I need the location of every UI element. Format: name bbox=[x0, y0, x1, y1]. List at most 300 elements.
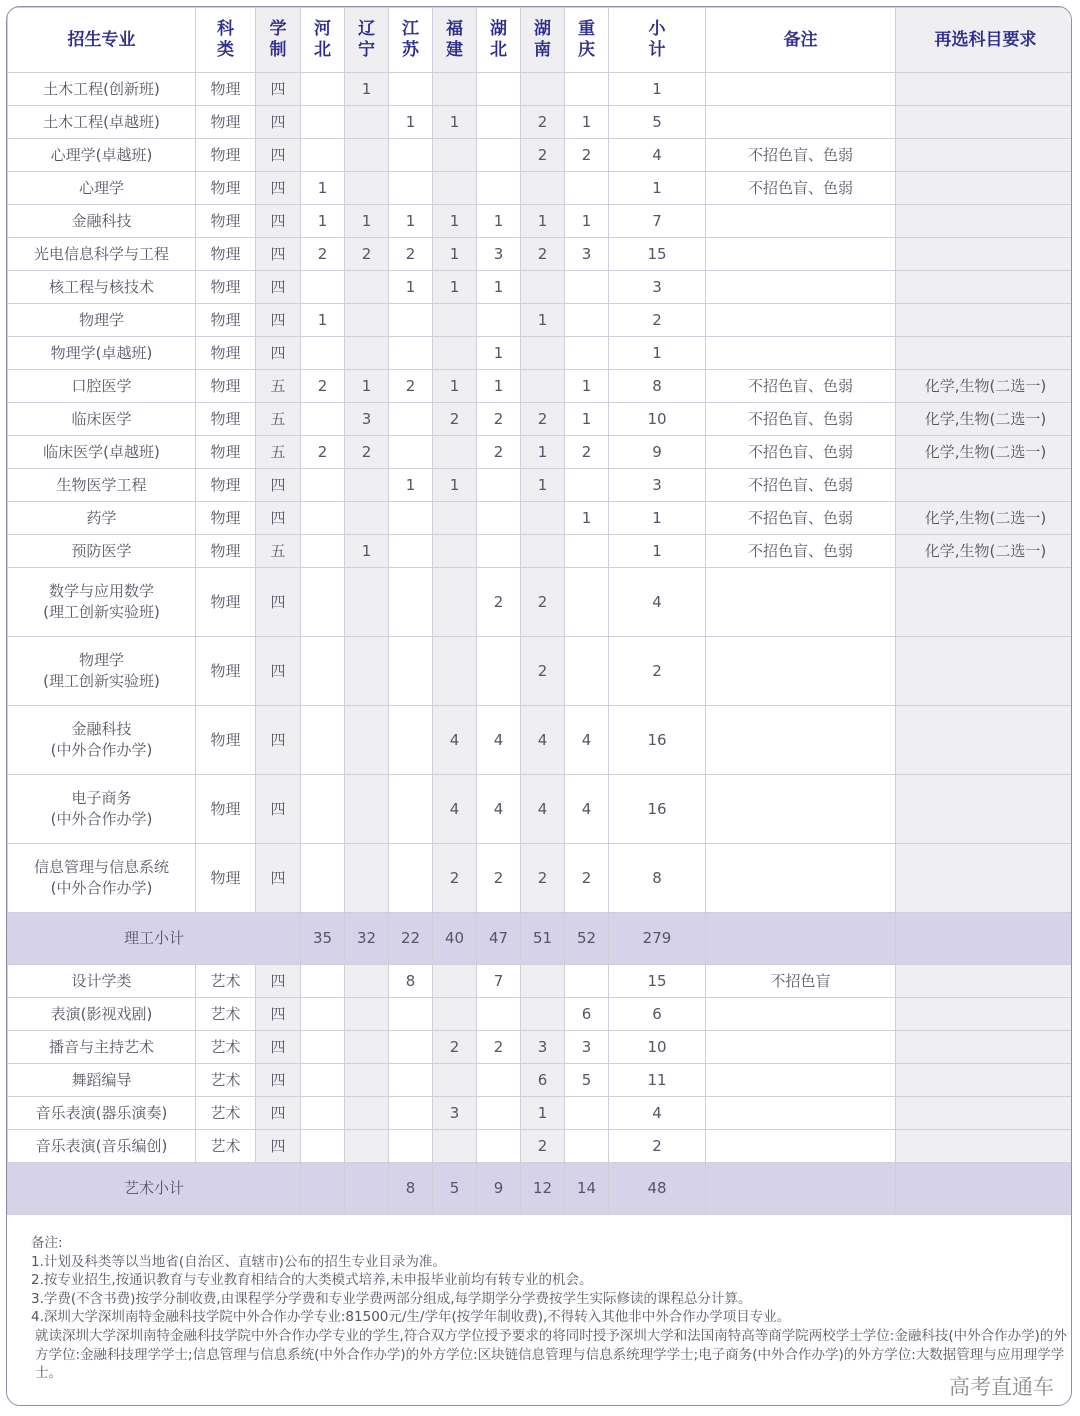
major-cell bbox=[8, 469, 196, 502]
major-name-line: 口腔医学 bbox=[71, 376, 132, 395]
quota-cell bbox=[565, 337, 609, 370]
quota-cell bbox=[301, 1031, 345, 1064]
major-cell bbox=[8, 271, 196, 304]
subject-requirement-cell bbox=[896, 706, 1073, 775]
note-item: 2.按专业招生,按通识教育与专业教育相结合的大类模式培养,未申报毕业前均有转专业的机会。 bbox=[31, 1272, 593, 1289]
table-row bbox=[8, 998, 1073, 1031]
remarks-cell: 不招色盲、色弱 bbox=[706, 502, 896, 535]
quota-cell bbox=[301, 535, 345, 568]
remarks-cell: 不招色盲、色弱 bbox=[706, 172, 896, 205]
quota-cell: 2 bbox=[433, 403, 477, 436]
quota-cell bbox=[477, 1097, 521, 1130]
table-row bbox=[8, 271, 1073, 304]
remarks-cell bbox=[706, 1097, 896, 1130]
table-row bbox=[8, 706, 1073, 775]
quota-cell: 1 bbox=[345, 205, 389, 238]
major-name-line: 物理学 bbox=[78, 651, 124, 669]
quota-cell: 3 bbox=[345, 403, 389, 436]
quota-cell bbox=[301, 403, 345, 436]
remarks-cell bbox=[706, 106, 896, 139]
major-name-line: 信息管理与信息系统 bbox=[33, 858, 169, 876]
quota-cell bbox=[389, 1130, 433, 1163]
table-row bbox=[8, 73, 1073, 106]
header-subject-requirement: 再选科目要求 bbox=[896, 8, 1073, 73]
major-cell bbox=[8, 370, 196, 403]
subtotal-cell: 7 bbox=[609, 205, 706, 238]
remarks-cell bbox=[706, 238, 896, 271]
remarks-cell bbox=[706, 998, 896, 1031]
quota-cell: 6 bbox=[521, 1064, 565, 1097]
major-name-line: 生物医学工程 bbox=[56, 475, 147, 494]
quota-cell bbox=[345, 965, 389, 998]
category-cell: 物理 bbox=[196, 337, 256, 370]
remarks-cell: 不招色盲、色弱 bbox=[706, 436, 896, 469]
quota-cell: 2 bbox=[565, 436, 609, 469]
table-row bbox=[8, 238, 1073, 271]
category-cell: 物理 bbox=[196, 436, 256, 469]
quota-cell: 1 bbox=[565, 403, 609, 436]
subtotal-cell: 2 bbox=[609, 637, 706, 706]
major-cell bbox=[8, 844, 196, 913]
subtotal-total-cell: 279 bbox=[609, 913, 706, 965]
header-major: 招生专业 bbox=[8, 8, 196, 73]
subtotal-quota-cell: 32 bbox=[345, 913, 389, 965]
quota-cell: 2 bbox=[477, 1031, 521, 1064]
duration-cell: 四 bbox=[256, 304, 301, 337]
subject-requirement-cell bbox=[896, 73, 1073, 106]
header-province: 湖 北 bbox=[477, 8, 521, 73]
quota-cell: 2 bbox=[521, 106, 565, 139]
category-cell: 物理 bbox=[196, 502, 256, 535]
quota-cell bbox=[477, 502, 521, 535]
quota-cell bbox=[389, 706, 433, 775]
quota-cell bbox=[345, 1097, 389, 1130]
duration-cell: 四 bbox=[256, 568, 301, 637]
quota-cell bbox=[565, 271, 609, 304]
header-province: 福 建 bbox=[433, 8, 477, 73]
major-name-line: (中外合作办学) bbox=[50, 810, 153, 828]
major-cell bbox=[8, 304, 196, 337]
subject-requirement-cell: 化学,生物(二选一) bbox=[896, 436, 1073, 469]
subtotal-quota-cell: 22 bbox=[389, 913, 433, 965]
table-row bbox=[8, 1097, 1073, 1130]
subject-requirement-cell bbox=[896, 1064, 1073, 1097]
notes-section bbox=[31, 1234, 1071, 1383]
quota-cell bbox=[477, 998, 521, 1031]
quota-cell bbox=[345, 844, 389, 913]
quota-cell: 2 bbox=[521, 568, 565, 637]
category-cell: 物理 bbox=[196, 568, 256, 637]
quota-cell: 1 bbox=[389, 271, 433, 304]
duration-cell: 四 bbox=[256, 271, 301, 304]
major-cell bbox=[8, 998, 196, 1031]
major-name-line: 核工程与核技术 bbox=[48, 277, 154, 296]
quota-cell bbox=[565, 172, 609, 205]
quota-cell: 2 bbox=[477, 568, 521, 637]
duration-cell: 四 bbox=[256, 844, 301, 913]
quota-cell: 1 bbox=[477, 337, 521, 370]
duration-cell: 四 bbox=[256, 73, 301, 106]
major-name-line: 土木工程(卓越班) bbox=[43, 112, 160, 131]
subject-requirement-cell bbox=[896, 469, 1073, 502]
major-cell bbox=[8, 172, 196, 205]
subject-requirement-cell bbox=[896, 205, 1073, 238]
quota-cell bbox=[389, 502, 433, 535]
subtotal-cell: 8 bbox=[609, 370, 706, 403]
duration-cell: 五 bbox=[256, 535, 301, 568]
quota-cell: 2 bbox=[345, 436, 389, 469]
table-row bbox=[8, 637, 1073, 706]
quota-cell bbox=[477, 304, 521, 337]
quota-cell bbox=[345, 637, 389, 706]
duration-cell: 四 bbox=[256, 337, 301, 370]
duration-cell: 五 bbox=[256, 403, 301, 436]
subtotal-cell: 6 bbox=[609, 998, 706, 1031]
quota-cell: 1 bbox=[389, 205, 433, 238]
subtotal-cell: 1 bbox=[609, 535, 706, 568]
quota-cell bbox=[565, 73, 609, 106]
subtotal-cell: 16 bbox=[609, 706, 706, 775]
subtotal-cell: 11 bbox=[609, 1064, 706, 1097]
major-cell bbox=[8, 775, 196, 844]
major-name-line: 音乐表演(器乐演奏) bbox=[35, 1103, 168, 1122]
subtotal-row bbox=[8, 913, 1073, 965]
table-row bbox=[8, 535, 1073, 568]
major-cell bbox=[8, 637, 196, 706]
quota-cell: 2 bbox=[521, 403, 565, 436]
category-cell: 物理 bbox=[196, 205, 256, 238]
note-item-detail: 就读深圳大学深圳南特金融科技学院中外合作办学专业的学生,符合双方学位授予要求的将同时授予深圳大学和法国南特高等商学院两校学士学位:金融科技(中外合作办学)的外方学位:金融科技理学学士;信息管理与信息系统(中外合作办学)的外方学位:区块链信息管理与信息系统理学学士;电子商务(中外合作办学)的外方学位:大数据管理与应用理学学士。 bbox=[35, 1327, 1067, 1382]
quota-cell bbox=[521, 370, 565, 403]
duration-cell: 五 bbox=[256, 370, 301, 403]
quota-cell: 4 bbox=[433, 706, 477, 775]
quota-cell: 2 bbox=[477, 403, 521, 436]
subtotal-total-cell: 48 bbox=[609, 1163, 706, 1215]
remarks-cell bbox=[706, 568, 896, 637]
header-province: 江 苏 bbox=[389, 8, 433, 73]
header-province: 辽 宁 bbox=[345, 8, 389, 73]
subtotal-cell: 1 bbox=[609, 502, 706, 535]
remarks-cell bbox=[706, 73, 896, 106]
subtotal-row bbox=[8, 1163, 1073, 1215]
quota-cell: 1 bbox=[565, 370, 609, 403]
subtotal-quota-cell bbox=[301, 1163, 345, 1215]
quota-cell bbox=[565, 469, 609, 502]
quota-cell bbox=[301, 337, 345, 370]
quota-cell: 1 bbox=[477, 370, 521, 403]
subtotal-quota-cell: 35 bbox=[301, 913, 345, 965]
quota-cell bbox=[477, 1130, 521, 1163]
quota-cell bbox=[521, 337, 565, 370]
table-row bbox=[8, 1064, 1073, 1097]
header-remarks: 备注 bbox=[706, 8, 896, 73]
subtotal-cell: 1 bbox=[609, 337, 706, 370]
quota-cell bbox=[345, 502, 389, 535]
header-row bbox=[8, 8, 1073, 73]
major-name-line: 药学 bbox=[86, 508, 117, 527]
quota-cell: 6 bbox=[565, 998, 609, 1031]
quota-cell: 3 bbox=[477, 238, 521, 271]
major-name-line: 播音与主持艺术 bbox=[48, 1037, 154, 1056]
major-name-line: 临床医学(卓越班) bbox=[43, 442, 160, 461]
quota-cell bbox=[565, 304, 609, 337]
quota-cell bbox=[389, 436, 433, 469]
subject-requirement-cell bbox=[896, 106, 1073, 139]
quota-cell bbox=[477, 73, 521, 106]
quota-cell: 1 bbox=[521, 1097, 565, 1130]
duration-cell: 四 bbox=[256, 502, 301, 535]
header-province: 重 庆 bbox=[565, 8, 609, 73]
major-cell bbox=[8, 337, 196, 370]
subtotal-quota-cell: 40 bbox=[433, 913, 477, 965]
subject-requirement-cell bbox=[896, 172, 1073, 205]
table-row bbox=[8, 844, 1073, 913]
duration-cell: 四 bbox=[256, 775, 301, 844]
quota-cell bbox=[301, 73, 345, 106]
remarks-cell bbox=[706, 1130, 896, 1163]
subtotal-quota-cell: 52 bbox=[565, 913, 609, 965]
major-cell bbox=[8, 1064, 196, 1097]
subject-requirement-cell bbox=[896, 238, 1073, 271]
remarks-cell bbox=[706, 775, 896, 844]
major-cell bbox=[8, 73, 196, 106]
subtotal-label: 理工小计 bbox=[8, 913, 301, 965]
quota-cell: 4 bbox=[433, 775, 477, 844]
category-cell: 物理 bbox=[196, 304, 256, 337]
quota-cell bbox=[345, 172, 389, 205]
category-cell: 物理 bbox=[196, 73, 256, 106]
subtotal-cell: 15 bbox=[609, 238, 706, 271]
category-cell: 艺术 bbox=[196, 1130, 256, 1163]
quota-cell bbox=[345, 1064, 389, 1097]
subject-requirement-cell bbox=[896, 271, 1073, 304]
quota-cell: 2 bbox=[301, 370, 345, 403]
duration-cell: 四 bbox=[256, 965, 301, 998]
category-cell: 物理 bbox=[196, 637, 256, 706]
quota-cell bbox=[345, 1031, 389, 1064]
remarks-cell bbox=[706, 706, 896, 775]
subject-requirement-cell bbox=[896, 1097, 1073, 1130]
quota-cell: 1 bbox=[565, 205, 609, 238]
quota-cell: 3 bbox=[565, 1031, 609, 1064]
quota-cell: 2 bbox=[521, 844, 565, 913]
category-cell: 物理 bbox=[196, 403, 256, 436]
duration-cell: 四 bbox=[256, 1064, 301, 1097]
quota-cell bbox=[389, 304, 433, 337]
subtotal-quota-cell: 51 bbox=[521, 913, 565, 965]
subtotal-cell: 1 bbox=[609, 73, 706, 106]
quota-cell bbox=[433, 998, 477, 1031]
quota-cell bbox=[301, 139, 345, 172]
quota-cell bbox=[389, 403, 433, 436]
subtotal-cell: 2 bbox=[609, 304, 706, 337]
subtotal-cell: 16 bbox=[609, 775, 706, 844]
watermark-text: 高考直通车 bbox=[949, 1375, 1054, 1399]
quota-cell: 1 bbox=[433, 106, 477, 139]
quota-cell: 1 bbox=[477, 205, 521, 238]
remarks-cell bbox=[706, 1031, 896, 1064]
table-row bbox=[8, 370, 1073, 403]
quota-cell bbox=[477, 1064, 521, 1097]
quota-cell: 2 bbox=[521, 238, 565, 271]
quota-cell bbox=[433, 139, 477, 172]
major-cell bbox=[8, 965, 196, 998]
quota-cell bbox=[345, 568, 389, 637]
major-name-line: 心理学(卓越班) bbox=[50, 145, 153, 164]
major-name-line: 设计学类 bbox=[71, 971, 132, 990]
remarks-cell bbox=[706, 1064, 896, 1097]
major-name-line: 舞蹈编导 bbox=[71, 1070, 132, 1089]
quota-cell bbox=[565, 568, 609, 637]
quota-cell bbox=[345, 337, 389, 370]
quota-cell: 2 bbox=[521, 139, 565, 172]
major-cell bbox=[8, 568, 196, 637]
quota-cell: 7 bbox=[477, 965, 521, 998]
quota-cell bbox=[345, 139, 389, 172]
quota-cell: 4 bbox=[477, 775, 521, 844]
duration-cell: 四 bbox=[256, 706, 301, 775]
category-cell: 物理 bbox=[196, 106, 256, 139]
table-row bbox=[8, 106, 1073, 139]
remarks-cell bbox=[706, 205, 896, 238]
major-name-line: 光电信息科学与工程 bbox=[33, 244, 169, 263]
quota-cell bbox=[477, 535, 521, 568]
enrollment-plan-table bbox=[7, 7, 1072, 1215]
subject-requirement-cell: 化学,生物(二选一) bbox=[896, 535, 1073, 568]
duration-cell: 四 bbox=[256, 205, 301, 238]
quota-cell: 2 bbox=[477, 844, 521, 913]
quota-cell: 1 bbox=[433, 271, 477, 304]
subtotal-quota-cell: 47 bbox=[477, 913, 521, 965]
subtotal-cell: 10 bbox=[609, 403, 706, 436]
category-cell: 艺术 bbox=[196, 998, 256, 1031]
category-cell: 物理 bbox=[196, 271, 256, 304]
quota-cell bbox=[345, 271, 389, 304]
quota-cell bbox=[433, 1130, 477, 1163]
remarks-cell: 不招色盲、色弱 bbox=[706, 469, 896, 502]
duration-cell: 四 bbox=[256, 637, 301, 706]
table-row bbox=[8, 775, 1073, 844]
quota-cell bbox=[565, 1130, 609, 1163]
table-row bbox=[8, 436, 1073, 469]
header-subtotal: 小 计 bbox=[609, 8, 706, 73]
quota-cell bbox=[521, 73, 565, 106]
table-row bbox=[8, 1130, 1073, 1163]
table-row bbox=[8, 1031, 1073, 1064]
category-cell: 物理 bbox=[196, 139, 256, 172]
quota-cell bbox=[477, 106, 521, 139]
subject-requirement-cell bbox=[896, 913, 1073, 965]
major-name-line: 金融科技 bbox=[71, 720, 132, 738]
quota-cell: 4 bbox=[521, 706, 565, 775]
quota-cell bbox=[389, 844, 433, 913]
quota-cell: 2 bbox=[521, 1130, 565, 1163]
quota-cell bbox=[477, 469, 521, 502]
quota-cell: 4 bbox=[477, 706, 521, 775]
quota-cell: 1 bbox=[345, 73, 389, 106]
duration-cell: 四 bbox=[256, 106, 301, 139]
header-province: 湖 南 bbox=[521, 8, 565, 73]
quota-cell bbox=[433, 535, 477, 568]
quota-cell: 1 bbox=[433, 469, 477, 502]
category-cell: 物理 bbox=[196, 775, 256, 844]
subject-requirement-cell: 化学,生物(二选一) bbox=[896, 502, 1073, 535]
quota-cell bbox=[389, 775, 433, 844]
quota-cell bbox=[433, 502, 477, 535]
quota-cell: 2 bbox=[433, 1031, 477, 1064]
quota-cell bbox=[389, 172, 433, 205]
note-item: 3.学费(不含书费)按学分制收费,由课程学分学费和专业学费两部分组成,每学期学分学费按学生实际修读的课程总分计算。 bbox=[31, 1290, 752, 1307]
major-cell bbox=[8, 139, 196, 172]
category-cell: 艺术 bbox=[196, 965, 256, 998]
major-name-line: 表演(影视戏剧) bbox=[50, 1004, 153, 1023]
quota-cell bbox=[301, 1097, 345, 1130]
major-cell bbox=[8, 1031, 196, 1064]
quota-cell bbox=[433, 568, 477, 637]
quota-cell: 1 bbox=[301, 304, 345, 337]
quota-cell bbox=[389, 1064, 433, 1097]
quota-cell bbox=[301, 271, 345, 304]
category-cell: 艺术 bbox=[196, 1064, 256, 1097]
subject-requirement-cell bbox=[896, 1031, 1073, 1064]
category-cell: 物理 bbox=[196, 370, 256, 403]
quota-cell bbox=[389, 637, 433, 706]
category-cell: 物理 bbox=[196, 238, 256, 271]
remarks-cell bbox=[706, 337, 896, 370]
major-name-line: (中外合作办学) bbox=[50, 879, 153, 897]
subject-requirement-cell bbox=[896, 965, 1073, 998]
table-row bbox=[8, 172, 1073, 205]
quota-cell: 1 bbox=[433, 370, 477, 403]
remarks-cell bbox=[706, 844, 896, 913]
quota-cell bbox=[389, 73, 433, 106]
quota-cell: 3 bbox=[565, 238, 609, 271]
duration-cell: 四 bbox=[256, 1130, 301, 1163]
subtotal-cell: 3 bbox=[609, 469, 706, 502]
quota-cell: 5 bbox=[565, 1064, 609, 1097]
quota-cell: 4 bbox=[521, 775, 565, 844]
subtotal-cell: 10 bbox=[609, 1031, 706, 1064]
major-name-line: 预防医学 bbox=[71, 541, 132, 560]
remarks-cell: 不招色盲、色弱 bbox=[706, 535, 896, 568]
quota-cell: 3 bbox=[521, 1031, 565, 1064]
quota-cell bbox=[301, 1130, 345, 1163]
quota-cell bbox=[301, 637, 345, 706]
quota-cell bbox=[389, 998, 433, 1031]
subtotal-cell: 5 bbox=[609, 106, 706, 139]
major-name-line: 土木工程(创新班) bbox=[43, 79, 160, 98]
major-name-line: (理工创新实验班) bbox=[43, 672, 160, 690]
quota-cell bbox=[433, 436, 477, 469]
quota-cell: 3 bbox=[433, 1097, 477, 1130]
major-name-line: 心理学 bbox=[78, 178, 124, 197]
quota-cell bbox=[389, 1031, 433, 1064]
quota-cell bbox=[433, 172, 477, 205]
major-cell bbox=[8, 238, 196, 271]
subject-requirement-cell bbox=[896, 844, 1073, 913]
remarks-cell bbox=[706, 637, 896, 706]
quota-cell bbox=[301, 568, 345, 637]
subtotal-cell: 4 bbox=[609, 1097, 706, 1130]
quota-cell bbox=[521, 535, 565, 568]
quota-cell: 1 bbox=[521, 205, 565, 238]
duration-cell: 四 bbox=[256, 1097, 301, 1130]
quota-cell bbox=[433, 637, 477, 706]
quota-cell: 2 bbox=[389, 370, 433, 403]
quota-cell bbox=[565, 637, 609, 706]
quota-cell bbox=[433, 965, 477, 998]
duration-cell: 四 bbox=[256, 238, 301, 271]
